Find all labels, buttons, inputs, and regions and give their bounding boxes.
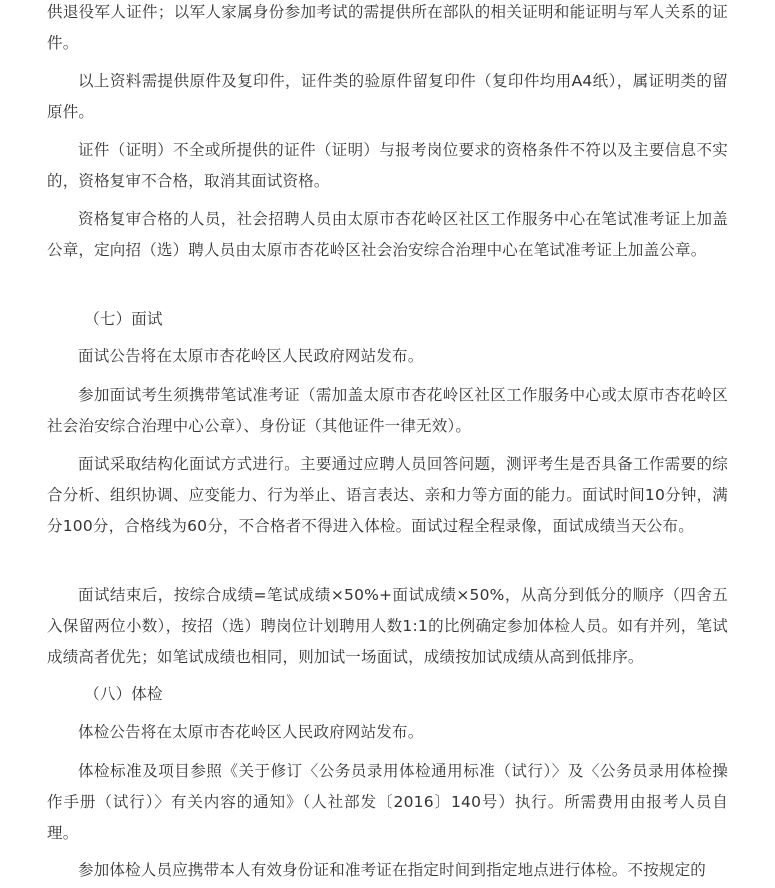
section-heading-physical-exam: （八）体检 [84, 685, 163, 703]
paragraph-review-failure: 证件（证明）不全或所提供的证件（证明）与报考岗位要求的资格条件不符以及主要信息不实的，资格复审不合格，取消其面试资格。 [47, 141, 728, 190]
paragraph-original-copies: 以上资料需提供原件及复印件，证件类的验原件留复印件（复印件均用A4纸），属证明类的留原件。 [47, 72, 728, 121]
section-heading-interview: （七）面试 [84, 310, 163, 328]
paragraph-exam-attendance: 参加体检人员应携带本人有效身份证和准考证在指定时间到指定地点进行体检。不按规定的 [78, 861, 707, 879]
paragraph-exam-standards: 体检标准及项目参照《关于修订〈公务员录用体检通用标准（试行）〉及〈公务员录用体检操作手册（试行）〉有关内容的通知》（人社部发〔2016〕140号）执行。所需费用由报考人员自理。 [47, 762, 728, 842]
paragraph-review-pass-stamp: 资格复审合格的人员，社会招聘人员由太原市杏花岭区社区工作服务中心在笔试准考证上加盖公章，定向招（选）聘人员由太原市杏花岭区社会治安综合治理中心在笔试准考证上加盖公章。 [47, 210, 728, 259]
paragraph-exam-announcement: 体检公告将在太原市杏花岭区人民政府网站发布。 [78, 723, 424, 741]
paragraph-interview-scoring: 面试结束后，按综合成绩=笔试成绩×50%+面试成绩×50%，从高分到低分的顺序（四舍五入保留两位小数），按招（选）聘岗位计划聘用人数1:1的比例确定参加体检人员。如有并列，笔试成绩高者优先；如笔试成绩也相同，则加试一场面试，成绩按加试成绩从高到低排序。 [47, 586, 728, 666]
paragraph-interview-announcement: 面试公告将在太原市杏花岭区人民政府网站发布。 [78, 347, 424, 365]
paragraph-interview-documents: 参加面试考生须携带笔试准考证（需加盖太原市杏花岭区社区工作服务中心或太原市杏花岭区社会治安综合治理中心公章）、身份证（其他证件一律无效）。 [47, 386, 728, 435]
paragraph-interview-method: 面试采取结构化面试方式进行。主要通过应聘人员回答问题，测评考生是否具备工作需要的综合分析、组织协调、应变能力、行为举止、语言表达、亲和力等方面的能力。面试时间10分钟，满分100分，合格线为60分，不合格者不得进入体检。面试过程全程录像，面试成绩当天公布。 [47, 455, 728, 535]
paragraph-veteran-certificates: 供退役军人证件；以军人家属身份参加考试的需提供所在部队的相关证明和能证明与军人关系的证件。 [47, 3, 728, 52]
